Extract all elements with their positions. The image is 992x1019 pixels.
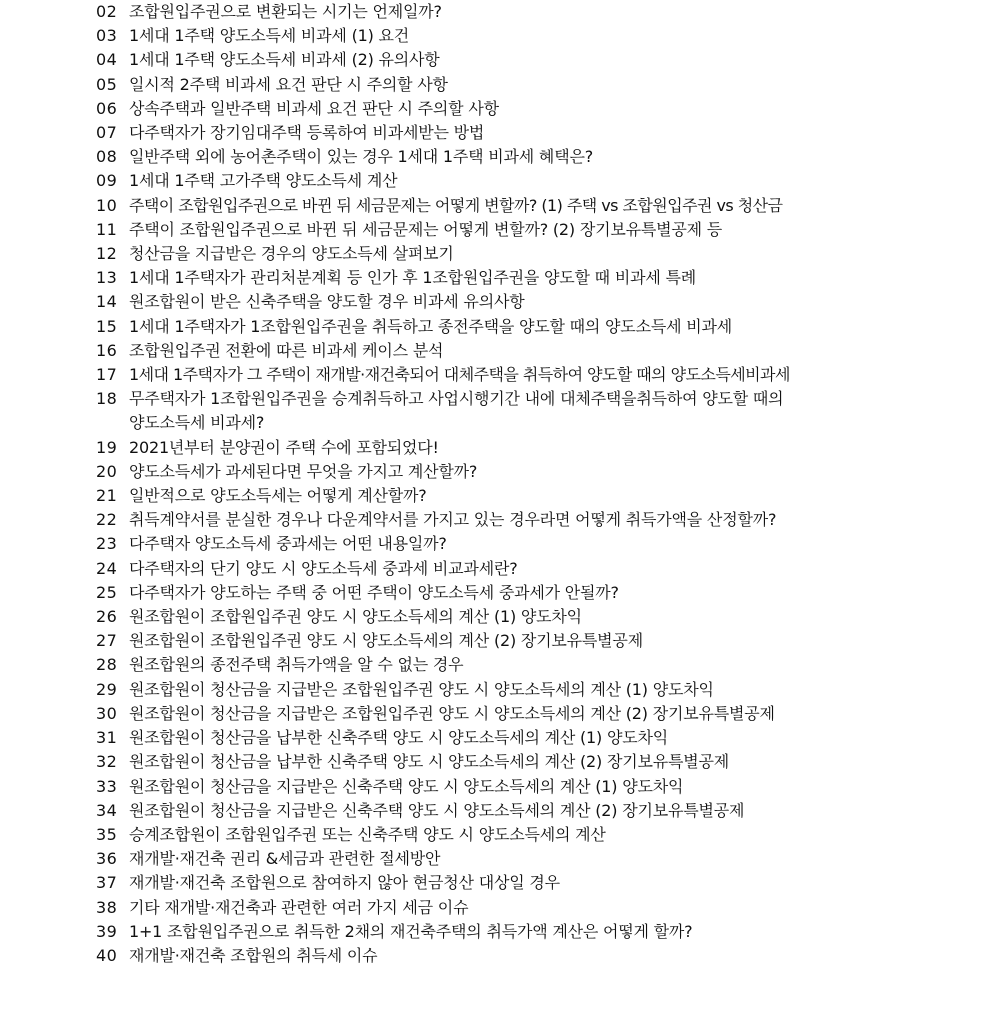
toc-item-28[interactable]: [96, 653, 976, 677]
toc-title: 상속주택과 일반주택 비과세 요건 판단 시 주의할 사항: [129, 98, 499, 118]
toc-item-38[interactable]: [96, 896, 976, 920]
toc-number: 07: [96, 123, 118, 143]
toc-title: 1+1 조합원입주권으로 취득한 2채의 재건축주택의 취득가액 계산은 어떻게 할까?: [129, 921, 693, 941]
toc-title: 원조합원이 청산금을 지급받은 신축주택 양도 시 양도소득세의 계산 (1) 양도차익: [129, 776, 684, 796]
toc-item-33[interactable]: [96, 775, 976, 799]
toc-item-02[interactable]: [96, 0, 976, 24]
toc-item-03[interactable]: [96, 24, 976, 48]
toc-number: 19: [96, 437, 118, 457]
toc-title: 1세대 1주택자가 그 주택이 재개발·재건축되어 대체주택을 취득하여 양도할 때의 양도소득세비과세: [129, 365, 790, 385]
toc-number: 12: [96, 244, 118, 264]
toc-title: 승계조합원이 조합원입주권 또는 신축주택 양도 시 양도소득세의 계산: [129, 824, 606, 844]
toc-number: 38: [96, 897, 118, 917]
toc-item-05[interactable]: [96, 73, 976, 97]
toc-number: 20: [96, 461, 118, 481]
toc-item-23[interactable]: [96, 532, 976, 556]
toc-item-15[interactable]: [96, 315, 976, 339]
toc-number: 04: [96, 50, 118, 70]
toc-item-21[interactable]: [96, 484, 976, 508]
toc-number: 22: [96, 510, 118, 530]
toc-item-26[interactable]: [96, 605, 976, 629]
toc-item-07[interactable]: [96, 121, 976, 145]
toc-number: 08: [96, 147, 118, 167]
toc-number: 35: [96, 824, 118, 844]
toc-item-22[interactable]: [96, 508, 976, 532]
toc-title: 원조합원이 조합원입주권 양도 시 양도소득세의 계산 (1) 양도차익: [129, 607, 582, 627]
toc-item-19[interactable]: [96, 436, 976, 460]
toc-title: 일반주택 외에 농어촌주택이 있는 경우 1세대 1주택 비과세 혜택은?: [129, 147, 593, 167]
toc-number: 36: [96, 849, 118, 869]
toc-number: 37: [96, 873, 118, 893]
toc-title: 다주택자가 양도하는 주택 중 어떤 주택이 양도소득세 중과세가 안될까?: [129, 582, 619, 602]
toc-item-12[interactable]: [96, 242, 976, 266]
toc-title: 재개발·재건축 조합원의 취득세 이슈: [129, 945, 378, 965]
toc-number: 06: [96, 98, 118, 118]
toc-title: 다주택자의 단기 양도 시 양도소득세 중과세 비교과세란?: [129, 558, 518, 578]
toc-number: 13: [96, 268, 118, 288]
toc-item-11[interactable]: [96, 218, 976, 242]
toc-number: 34: [96, 800, 118, 820]
toc-number: 24: [96, 558, 118, 578]
toc-number: 40: [96, 945, 118, 965]
toc-title: 재개발·재건축 조합원으로 참여하지 않아 현금청산 대상일 경우: [129, 873, 560, 893]
toc-item-06[interactable]: [96, 97, 976, 121]
toc-title: 원조합원이 조합원입주권 양도 시 양도소득세의 계산 (2) 장기보유특별공제: [129, 631, 643, 651]
toc-item-16[interactable]: [96, 339, 976, 363]
toc-number: 03: [96, 26, 118, 46]
toc-title: 원조합원이 청산금을 지급받은 신축주택 양도 시 양도소득세의 계산 (2) 장기보유특별공제: [129, 800, 745, 820]
toc-item-32[interactable]: [96, 750, 976, 774]
toc-item-27[interactable]: [96, 629, 976, 653]
toc-title: 재개발·재건축 권리 &세금과 관련한 절세방안: [129, 849, 441, 869]
toc-title: 1세대 1주택자가 1조합원입주권을 취득하고 종전주택을 양도할 때의 양도소득세 비과세: [129, 316, 732, 336]
toc-number: 30: [96, 703, 118, 723]
toc-item-08[interactable]: [96, 145, 976, 169]
toc-item-31[interactable]: [96, 726, 976, 750]
toc-title: 1세대 1주택 양도소득세 비과세 (2) 유의사항: [129, 50, 440, 70]
toc-number: 21: [96, 486, 118, 506]
toc-number: 32: [96, 752, 118, 772]
toc-number: 33: [96, 776, 118, 796]
toc-title: 조합원입주권으로 변환되는 시기는 언제일까?: [129, 2, 442, 21]
toc-title: 양도소득세가 과세된다면 무엇을 가지고 계산할까?: [129, 461, 478, 481]
toc-item-29[interactable]: [96, 678, 976, 702]
toc-title: 다주택자가 장기임대주택 등록하여 비과세받는 방법: [129, 123, 485, 143]
toc-number: 25: [96, 582, 118, 602]
toc-title: 조합원입주권 전환에 따른 비과세 케이스 분석: [129, 340, 444, 360]
toc-item-24[interactable]: [96, 557, 976, 581]
toc-item-30[interactable]: [96, 702, 976, 726]
toc-number: 11: [96, 219, 118, 239]
toc-title: 1세대 1주택자가 관리처분계획 등 인가 후 1조합원입주권을 양도할 때 비과세 특례: [129, 268, 696, 288]
toc-number: 09: [96, 171, 118, 191]
toc-title-line-2: 양도소득세 비과세?: [129, 413, 265, 433]
toc-title: 원조합원이 청산금을 납부한 신축주택 양도 시 양도소득세의 계산 (1) 양도차익: [129, 728, 668, 748]
toc-number: 15: [96, 316, 118, 336]
toc-item-34[interactable]: [96, 799, 976, 823]
toc-number: 14: [96, 292, 118, 312]
toc-title-line-1: 무주택자가 1조합원입주권을 승계취득하고 사업시행기간 내에 대체주택을취득하여 양도할 때의: [129, 389, 784, 409]
toc-number: 17: [96, 365, 118, 385]
toc-number: 29: [96, 679, 118, 699]
toc-item-09[interactable]: [96, 169, 976, 193]
toc-title: 주택이 조합원입주권으로 바뀐 뒤 세금문제는 어떻게 변할까? (1) 주택 vs 조합원입주권 vs 청산금: [129, 195, 783, 215]
toc-title: 일시적 2주택 비과세 요건 판단 시 주의할 사항: [129, 74, 448, 94]
toc-title: 일반적으로 양도소득세는 어떻게 계산할까?: [129, 486, 427, 506]
table-of-contents: [96, 0, 976, 968]
toc-title: 원조합원의 종전주택 취득가액을 알 수 없는 경우: [129, 655, 464, 675]
toc-title: 2021년부터 분양권이 주택 수에 포함되었다!: [129, 437, 439, 457]
toc-item-35[interactable]: [96, 823, 976, 847]
toc-title: 원조합원이 청산금을 납부한 신축주택 양도 시 양도소득세의 계산 (2) 장기보유특별공제: [129, 752, 729, 772]
toc-title: 기타 재개발·재건축과 관련한 여러 가지 세금 이슈: [129, 897, 469, 917]
toc-number: 02: [96, 2, 118, 21]
toc-number: 05: [96, 74, 118, 94]
toc-number: 18: [96, 389, 118, 409]
toc-number: 26: [96, 607, 118, 627]
toc-title: 원조합원이 받은 신축주택을 양도할 경우 비과세 유의사항: [129, 292, 525, 312]
toc-number: 28: [96, 655, 118, 675]
toc-item-37[interactable]: [96, 871, 976, 895]
toc-number: 16: [96, 340, 118, 360]
toc-item-14[interactable]: [96, 290, 976, 314]
toc-title: 주택이 조합원입주권으로 바뀐 뒤 세금문제는 어떻게 변할까? (2) 장기보유특별공제 등: [129, 219, 723, 239]
toc-item-13[interactable]: [96, 266, 976, 290]
toc-item-40[interactable]: [96, 944, 976, 968]
toc-title: 1세대 1주택 고가주택 양도소득세 계산: [129, 171, 398, 191]
toc-item-10[interactable]: [96, 194, 976, 218]
toc-number: 10: [96, 195, 118, 215]
toc-item-18[interactable]: [96, 387, 976, 435]
toc-number: 27: [96, 631, 118, 651]
toc-number: 31: [96, 728, 118, 748]
toc-item-39[interactable]: [96, 920, 976, 944]
toc-title: 다주택자 양도소득세 중과세는 어떤 내용일까?: [129, 534, 447, 554]
toc-item-25[interactable]: [96, 581, 976, 605]
toc-title: [129, 387, 976, 435]
toc-title: 원조합원이 청산금을 지급받은 조합원입주권 양도 시 양도소득세의 계산 (2) 장기보유특별공제: [129, 703, 775, 723]
toc-number: 39: [96, 921, 118, 941]
toc-title: 취득계약서를 분실한 경우나 다운계약서를 가지고 있는 경우라면 어떻게 취득가액을 산정할까?: [129, 510, 777, 530]
toc-title: 청산금을 지급받은 경우의 양도소득세 살펴보기: [129, 244, 454, 264]
toc-title: 원조합원이 청산금을 지급받은 조합원입주권 양도 시 양도소득세의 계산 (1) 양도차익: [129, 679, 714, 699]
toc-number: 23: [96, 534, 118, 554]
toc-item-04[interactable]: [96, 48, 976, 72]
toc-item-17[interactable]: [96, 363, 976, 387]
toc-title: 1세대 1주택 양도소득세 비과세 (1) 요건: [129, 26, 410, 46]
toc-item-20[interactable]: [96, 460, 976, 484]
toc-item-36[interactable]: [96, 847, 976, 871]
